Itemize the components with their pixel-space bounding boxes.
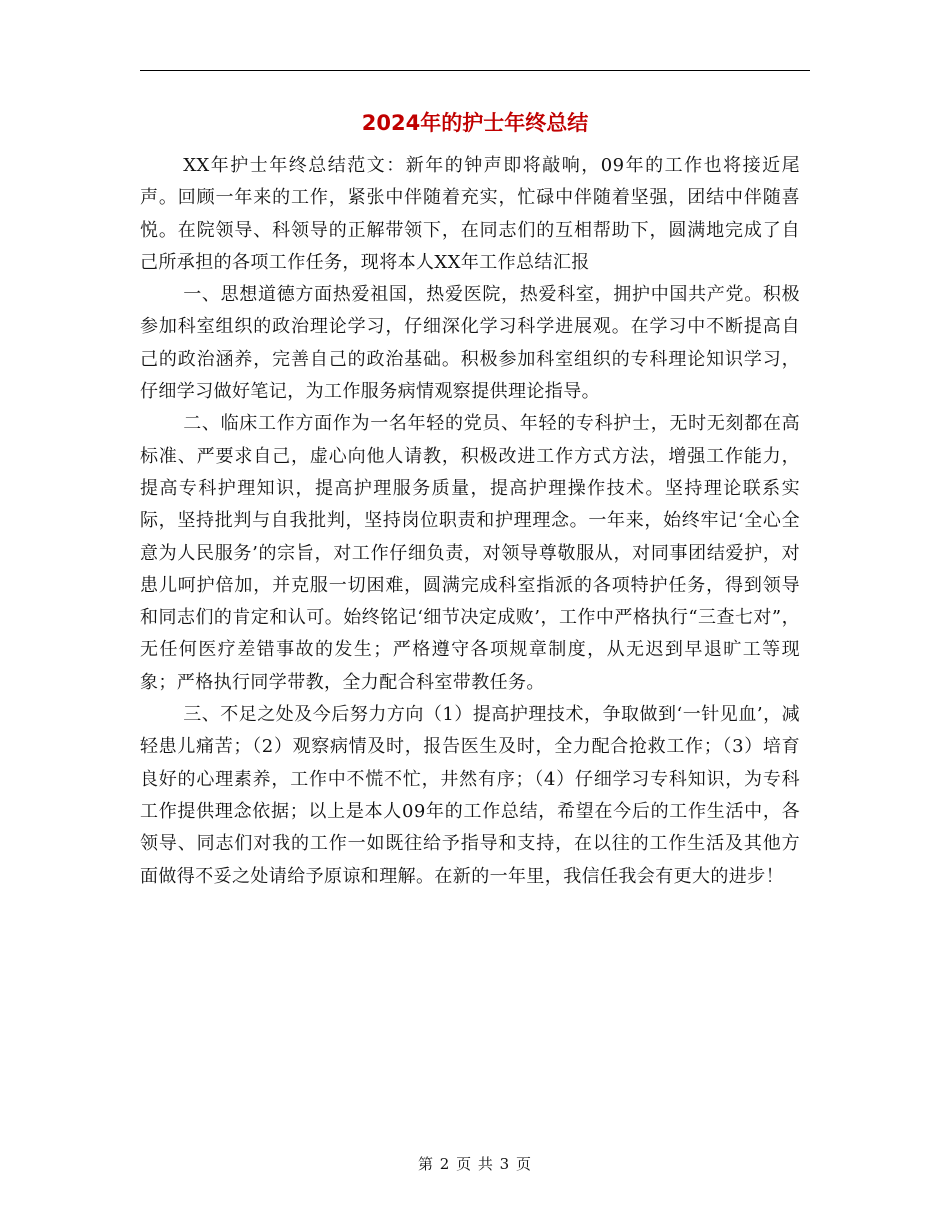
paragraph-clinical-work: 二、临床工作方面作为一名年轻的党员、年轻的专科护士，无时无刻都在高标准、严要求自己，虚心向他人请教，积极改进工作方式方法，增强工作能力，提高专科护理知识，提高护理服务质量，提高护理操作技术。坚持理论联系实际，坚持批判与自我批判，坚持岗位职责和护理理念。一年来，始终牢记‘全心全意为人民服务’的宗旨，对工作仔细负责，对领导尊敬服从，对同事团结爱护，对患儿呵护倍加，并克服一切困难，圆满完成科室指派的各项特护任务，得到领导和同志们的肯定和认可。始终铭记‘细节决定成败’，工作中严格执行“三查七对”，无任何医疗差错事故的发生；严格遵守各项规章制度，从无迟到早退旷工等现象；严格执行同学带教，全力配合科室带教任务。	[140, 413, 800, 693]
page-number-footer: 第 2 页 共 3 页	[418, 1155, 532, 1173]
paragraph-intro: XX年护士年终总结范文：新年的钟声即将敲响，09年的工作也将接近尾声。回顾一年来的工作，紧张中伴随着充实，忙碌中伴随着坚强，团结中伴随喜悦。在院领导、科领导的正解带领下，在同志们的互相帮助下，圆满地完成了自己所承担的各项工作任务，现将本人XX年工作总结汇报	[140, 155, 800, 273]
document-title: 2024年的护士年终总结	[361, 111, 589, 135]
header-rule	[140, 70, 810, 71]
document-body	[140, 150, 800, 893]
paragraph-shortcomings: 三、不足之处及今后努力方向（1）提高护理技术，争取做到‘一针见血’，减轻患儿痛苦；（2）观察病情及时，报告医生及时，全力配合抢救工作；（3）培育良好的心理素养，工作中不慌不忙，井然有序；（4）仔细学习专科知识，为专科工作提供理念依据；以上是本人09年的工作总结，希望在今后的工作生活中，各领导、同志们对我的工作一如既往给予指导和支持，在以往的工作生活及其他方面做得不妥之处请给予原谅和理解。在新的一年里，我信任我会有更大的进步！	[140, 704, 800, 887]
paragraph-ideology: 一、思想道德方面热爱祖国，热爱医院，热爱科室，拥护中国共产党。积极参加科室组织的政治理论学习，仔细深化学习科学进展观。在学习中不断提高自己的政治涵养，完善自己的政治基础。积极参加科室组织的专科理论知识学习，仔细学习做好笔记，为工作服务病情观察提供理论指导。	[140, 284, 800, 403]
